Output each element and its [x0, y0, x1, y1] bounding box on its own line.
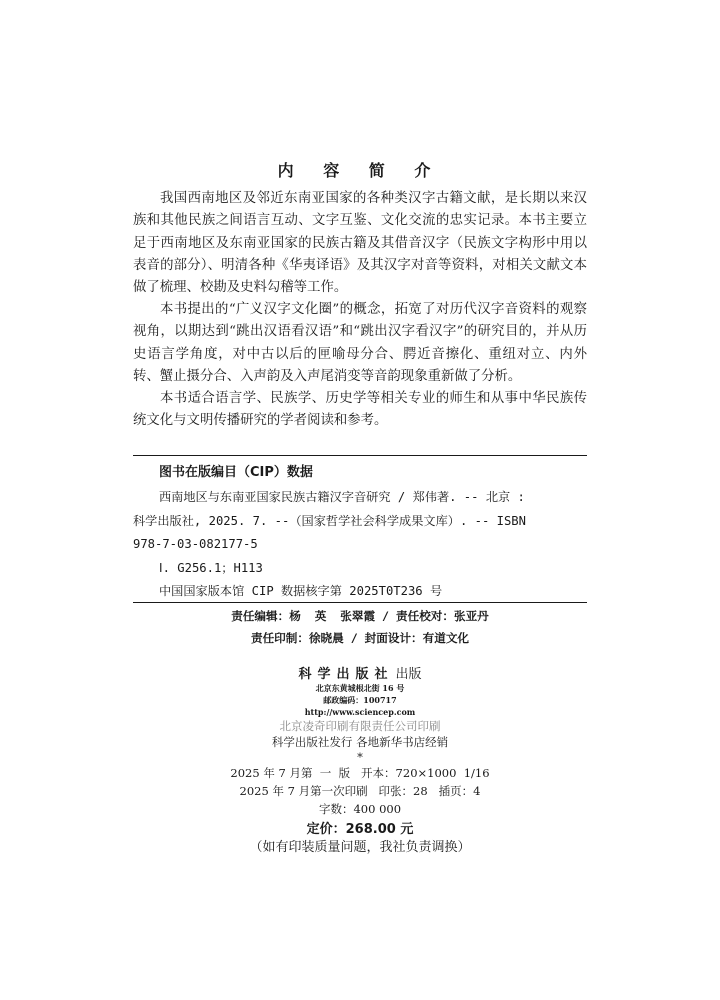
printer: 北京凌奇印刷有限责任公司印刷	[279, 719, 441, 733]
cip-line-1: 西南地区与东南亚国家民族古籍汉字音研究 / 郑伟著. -- 北京 :	[159, 490, 525, 504]
quality-note: （如有印装质量问题，我社负责调换）	[249, 840, 471, 855]
cip-heading: 图书在版编目（CIP）数据	[159, 465, 313, 480]
publisher-line	[0, 663, 720, 682]
publisher-suffix: 出版	[395, 667, 422, 682]
postcode: 邮政编码：100717	[323, 695, 397, 705]
summary-paragraph-3: 本书适合语言学、民族学、历史学等相关专业的师生和从事中华民族传统文化与文明传播研究的学者阅读和参考。	[133, 391, 587, 429]
word-count: 字数：400 000	[318, 802, 402, 816]
summary-title: 内 容 简 介	[277, 161, 443, 180]
summary-paragraph-1: 我国西南地区及邻近东南亚国家的各种类汉字古籍文献，是长期以来汉族和其他民族之间语言互动、文字互鉴、文化交流的忠实记录。本书主要立足于西南地区及东南亚国家的民族古籍及其借音汉字（民族文字构形中用以表音的部分）、明清各种《华夷译语》及其汉字对音等资料，对相关文献文本做了梳理、校勘及史料勾稽等工作。	[133, 191, 587, 296]
distribution: 科学出版社发行 各地新华书店经销	[271, 735, 449, 749]
cip-classification: Ⅰ. G256.1；H113	[159, 561, 263, 575]
production-credit: 责任印制：徐晓晨 / 封面设计：有道文化	[250, 631, 470, 645]
website: http://www.sciencep.com	[304, 707, 416, 717]
publisher-name: 科学出版社	[298, 667, 394, 682]
publisher-address: 北京东黄城根北街 16 号	[315, 683, 405, 693]
cip-line-2: 科学出版社, 2025. 7. --（国家哲学社会科学成果文库）. -- ISBN	[133, 514, 526, 528]
cip-record-number: 中国国家版本馆 CIP 数据核字第 2025T0T236 号	[159, 584, 443, 598]
separator-star: *	[357, 750, 363, 764]
edition-info: 2025 年 7 月第 一 版 开本：720×1000 1/16	[230, 766, 490, 780]
cip-bottom-rule	[133, 602, 587, 603]
price: 定价：268.00 元	[306, 822, 414, 837]
editors-credit: 责任编辑：杨 英 张翠霞 / 责任校对：张亚丹	[231, 609, 489, 623]
cip-isbn: 978-7-03-082177-5	[133, 537, 258, 551]
cip-top-rule	[133, 455, 587, 456]
summary-paragraph-2: 本书提出的“广义汉字文化圈”的概念，拓宽了对历代汉字音资料的观察视角，以期达到“跳出汉语看汉语”和“跳出汉字看汉字”的研究目的，并从历史语言学角度，对中古以后的匣喻母分合、腭近音擦化、重纽对立、内外转、蟹止摄分合、入声韵及入声尾消变等音韵现象重新做了分析。	[133, 302, 587, 384]
printing-info: 2025 年 7 月第一次印刷 印张：28 插页：4	[239, 784, 481, 798]
